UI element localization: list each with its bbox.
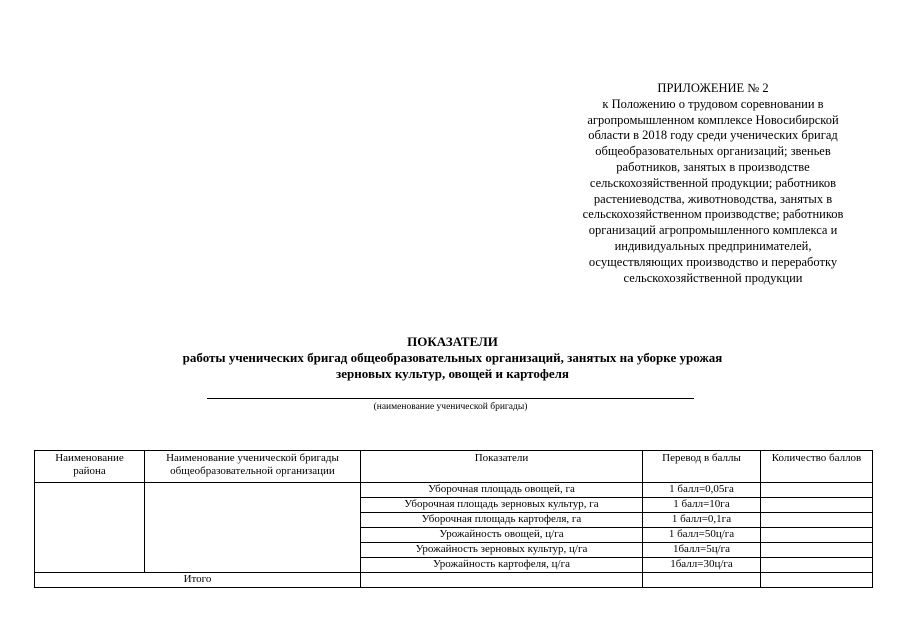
header-district: Наименование района xyxy=(35,451,145,483)
appendix-line: общеобразовательных организаций; звеньев xyxy=(595,144,831,159)
appendix-block xyxy=(548,81,878,286)
indicator-cell: Урожайность картофеля, ц/га xyxy=(361,558,643,573)
appendix-line: сельскохозяйственном производстве; работников xyxy=(582,207,844,222)
indicator-cell: Уборочная площадь овощей, га xyxy=(361,483,643,498)
total-label: Итого xyxy=(35,573,361,588)
appendix-line: организаций агропромышленного комплекса и xyxy=(588,223,838,238)
indicator-cell: Урожайность зерновых культур, ц/га xyxy=(361,543,643,558)
indicator-cell: Урожайность овощей, ц/га xyxy=(361,528,643,543)
header-indicators: Показатели xyxy=(361,451,643,483)
points-cell[interactable] xyxy=(761,528,873,543)
points-cell[interactable] xyxy=(761,558,873,573)
appendix-line: сельскохозяйственной продукции xyxy=(623,270,803,285)
table-header-row xyxy=(35,451,873,483)
total-points-cell[interactable] xyxy=(761,573,873,588)
appendix-line: индивидуальных предпринимателей, xyxy=(614,238,812,253)
appendix-line: растениеводства, животноводства, занятых в xyxy=(593,191,833,206)
points-cell[interactable] xyxy=(761,483,873,498)
appendix-title: ПРИЛОЖЕНИЕ № 2 xyxy=(657,81,769,95)
conversion-cell: 1 балл=10га xyxy=(643,498,761,513)
total-row xyxy=(35,573,873,588)
appendix-line: осуществляющих производство и переработку xyxy=(588,254,838,269)
appendix-line: сельскохозяйственной продукции; работников xyxy=(589,175,837,190)
appendix-line: к Положению о трудовом соревновании в xyxy=(602,96,824,111)
conversion-cell: 1балл=30ц/га xyxy=(643,558,761,573)
brigade-name-fill-line xyxy=(207,398,694,399)
appendix-line: агропромышленном комплексе Новосибирской xyxy=(587,112,839,127)
heading-line: работы ученических бригад общеобразовательных организаций, занятых на уборке урожая xyxy=(182,350,723,365)
conversion-cell: 1 балл=0,1га xyxy=(643,513,761,528)
total-indicator-cell[interactable] xyxy=(361,573,643,588)
heading-line: зерновых культур, овощей и картофеля xyxy=(336,366,569,381)
brigade-name-caption: (наименование ученической бригады) xyxy=(373,402,528,412)
header-brigade: Наименование ученической бригады общеобразовательной организации xyxy=(145,451,361,483)
header-conversion: Перевод в баллы xyxy=(643,451,761,483)
header-points: Количество баллов xyxy=(761,451,873,483)
appendix-line: работников, занятых в производстве xyxy=(616,159,810,174)
conversion-cell: 1балл=5ц/га xyxy=(643,543,761,558)
indicator-cell: Уборочная площадь зерновых культур, га xyxy=(361,498,643,513)
table-row xyxy=(35,483,873,498)
indicator-cell: Уборочная площадь картофеля, га xyxy=(361,513,643,528)
brigade-cell[interactable] xyxy=(145,483,361,573)
points-cell[interactable] xyxy=(761,543,873,558)
conversion-cell: 1 балл=0,05га xyxy=(643,483,761,498)
conversion-cell: 1 балл=50ц/га xyxy=(643,528,761,543)
district-cell[interactable] xyxy=(35,483,145,573)
appendix-line: области в 2018 году среди ученических бригад xyxy=(588,128,838,143)
indicators-table xyxy=(34,450,873,588)
points-cell[interactable] xyxy=(761,498,873,513)
heading-title: ПОКАЗАТЕЛИ xyxy=(407,334,498,349)
total-conversion-cell[interactable] xyxy=(643,573,761,588)
points-cell[interactable] xyxy=(761,513,873,528)
document-heading xyxy=(100,334,805,382)
